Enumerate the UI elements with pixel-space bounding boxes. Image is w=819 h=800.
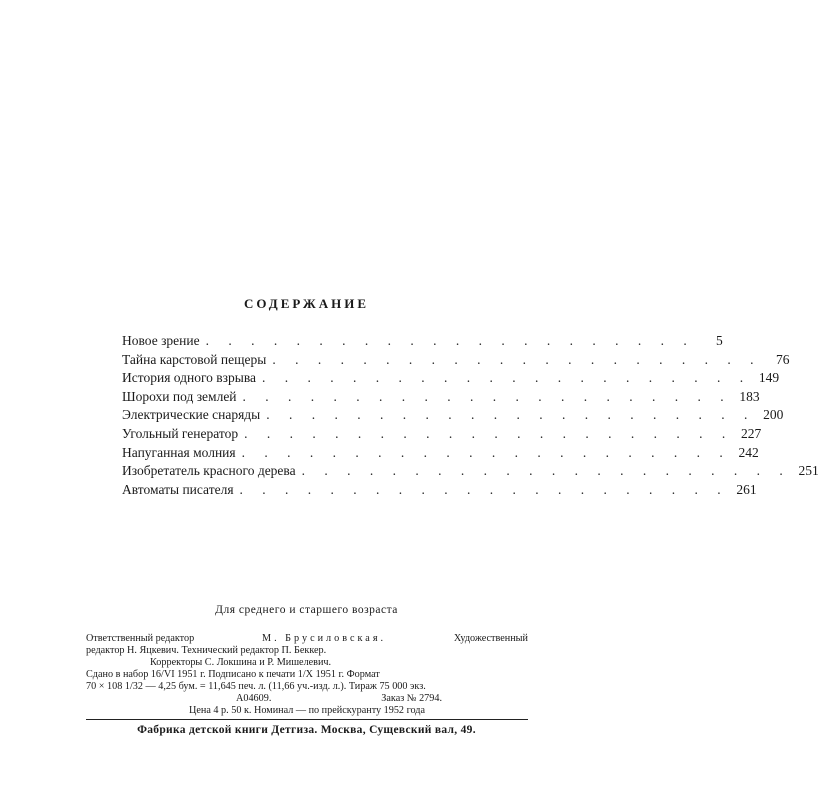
divider-rule [86,719,528,720]
toc-entry-page: 149 [758,370,780,386]
toc-entry-title: Новое зрение [122,333,200,348]
toc-entry [122,351,790,370]
toc-leader-dots: . . . . . . . . . . . . . . . . . . . . . . [241,444,731,460]
toc-entry-title: Угольный генератор [122,425,239,441]
toc-entry [122,332,723,351]
toc-entry-title: Тайна карстовой пещеры [122,351,267,367]
toc-leader-dots: . . . . . . . . . . . . . . . . . . . . . . [272,351,762,367]
printer-address: Фабрика детской книги Детгиза. Москва, Сущевский вал, 49. [137,724,476,736]
toc-entry-title: Изобретатель красного дерева [122,463,296,479]
toc-entry-title: Шорохи под землей [122,388,237,404]
toc-entry-page: 251 [798,463,819,479]
toc-leader-dots: . . . . . . . . . . . . . . . . . . . . . . [266,407,756,423]
toc-leader-dots: . . . . . . . . . . . . . . . . . . . . . . [262,370,752,386]
toc-entry-page: 183 [739,388,760,404]
colophon-license-line [86,693,528,705]
toc-leader-dots: . . . . . . . . . . . . . . . . . . . . . . [244,425,734,441]
toc-title: СОДЕРЖАНИЕ [243,296,370,311]
toc-entry-page: 227 [741,425,762,441]
toc-entry-title: Напуганная молния [122,444,236,460]
colophon-proofreaders: Корректоры С. Локшина и Р. Мишелевич. [150,657,332,668]
toc-leader-dots: . . . . . . . . . . . . . . . . . . . . . . [239,481,729,497]
toc-entry-page: 242 [738,444,759,460]
toc-entry [122,369,780,388]
toc-entry-page: 261 [736,481,757,497]
table-of-contents [122,332,819,499]
toc-entry [122,462,819,481]
colophon-format: 70 × 108 1/32 — 4,25 бум. = 11,645 печ. л. (11,66 уч.-изд. л.). Тираж 75 000 экз. [86,681,426,692]
colophon-staff-line: редактор Н. Яцкевич. Технический редактор П. Беккер. [86,645,327,656]
toc-leader-dots: . . . . . . . . . . . . . . . . . . . . . . [301,463,791,479]
age-group-note: Для среднего и старшего возраста [215,604,398,616]
toc-entry [122,481,757,500]
colophon-editor-line [86,633,528,645]
toc-entry-title: История одного взрыва [122,370,257,386]
colophon-price: Цена 4 р. 50 к. Номинал — по прейскуранту 1952 года [189,705,425,716]
toc-entry [122,406,784,425]
toc-entry [122,425,762,444]
toc-entry [122,444,759,463]
toc-entry-title: Автоматы писателя [122,481,234,497]
colophon [86,633,528,717]
toc-entry-page: 200 [763,407,784,423]
toc-entry-page: 5 [715,333,723,348]
toc-leader-dots: . . . . . . . . . . . . . . . . . . . . . . [205,333,695,348]
order-number: Заказ № 2794. [381,693,442,704]
toc-leader-dots: . . . . . . . . . . . . . . . . . . . . . . [242,388,732,404]
artist-label: Художественный [453,633,528,644]
toc-entry-page: 76 [775,351,790,367]
license-number: А04609. [236,693,272,704]
toc-entry [122,388,760,407]
colophon-typeset-dates: Сдано в набор 16/VI 1951 г. Подписано к печати 1/X 1951 г. Формат [86,669,380,680]
editor-name: М. Брусиловская. [262,633,387,644]
editor-label: Ответственный редактор [86,633,195,644]
toc-entry-title: Электрические снаряды [122,407,261,423]
